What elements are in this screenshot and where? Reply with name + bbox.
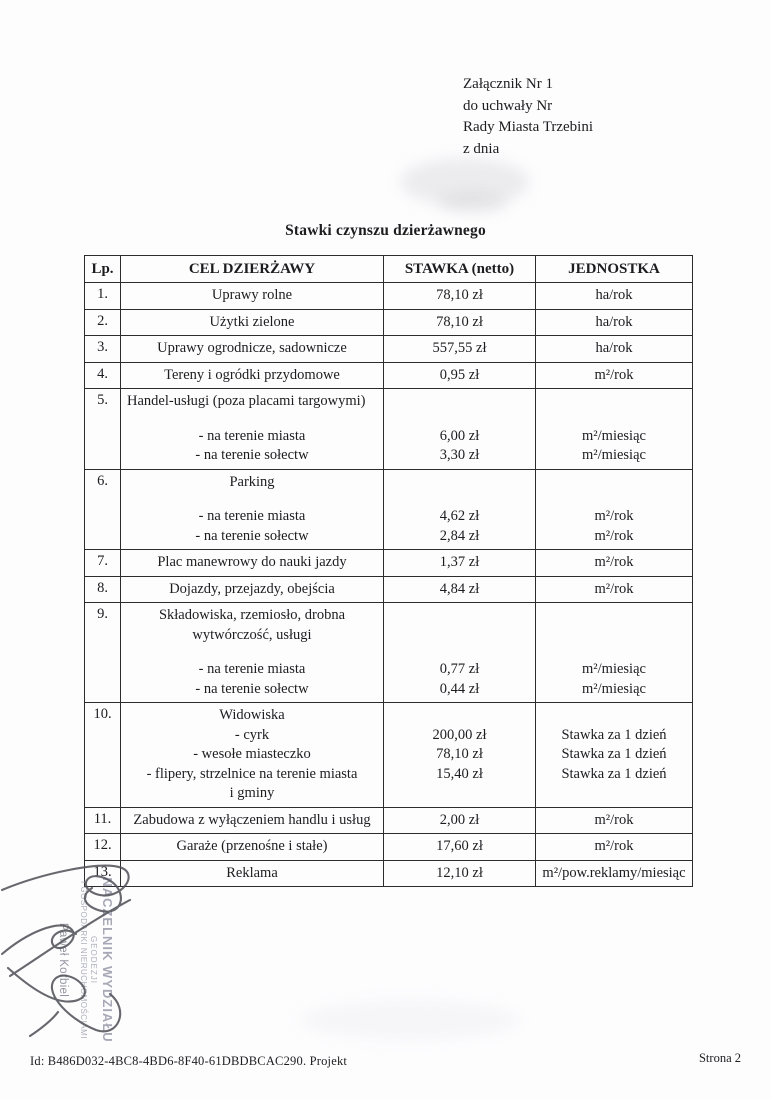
cell-line: i gminy (229, 785, 275, 801)
cell-line: m²/rok (594, 838, 634, 854)
row-number: 1. (85, 283, 121, 310)
row-number: 12. (85, 834, 121, 861)
cell-cel (121, 834, 384, 861)
cell-line: 15,40 zł (436, 765, 483, 782)
cell-line: 78,10 zł (436, 313, 483, 330)
cell-line: Uprawy rolne (211, 287, 293, 303)
row-number: 7. (85, 550, 121, 577)
table-header-lp: Lp. (85, 256, 121, 283)
cell-line: Widowiska (219, 707, 285, 723)
cell-stawka (384, 860, 536, 887)
cell-jednostka (536, 603, 693, 703)
document-title: Stawki czynszu dzierżawnego (285, 222, 486, 239)
row-number: 4. (85, 362, 121, 389)
table-header-stawka: STAWKA (netto) (384, 256, 536, 283)
scan-smudge (400, 158, 530, 206)
attachment-header (463, 74, 593, 160)
cell-jednostka (536, 389, 693, 470)
cell-line: 78,10 zł (436, 746, 483, 762)
cell-stawka (384, 336, 536, 363)
row-number: 5. (85, 389, 121, 470)
cell-line (388, 606, 531, 626)
cell-line: Parking (229, 473, 275, 490)
cell-line (388, 412, 531, 427)
cell-cel (121, 576, 384, 603)
attachment-header-line: Załącznik Nr 1 (463, 76, 553, 92)
cell-jednostka (536, 283, 693, 310)
official-stamp (56, 872, 115, 1048)
cell-line: Użytki zielone (209, 313, 295, 330)
cell-line (540, 412, 688, 427)
cell-line: Składowiska, rzemiosło, drobna (158, 607, 346, 623)
cell-line (388, 706, 531, 726)
row-number: 3. (85, 336, 121, 363)
cell-line: Reklama (226, 864, 278, 881)
cell-jednostka (536, 469, 693, 550)
cell-line: ha/rok (595, 287, 633, 303)
cell-line: 0,95 zł (439, 366, 480, 383)
cell-line (540, 473, 688, 493)
row-number: 13. (85, 860, 121, 887)
cell-stawka (384, 576, 536, 603)
cell-cel (121, 550, 384, 577)
table-row (85, 576, 693, 603)
cell-cel (121, 309, 384, 336)
cell-line (388, 784, 531, 804)
cell-stawka (384, 309, 536, 336)
table-row (85, 336, 693, 363)
cell-jednostka (536, 336, 693, 363)
cell-jednostka (536, 807, 693, 834)
cell-line: Stawka za 1 dzień (561, 765, 667, 782)
table-row (85, 283, 693, 310)
cell-line (540, 392, 688, 412)
attachment-header-line: Rady Miasta Trzebini (463, 119, 593, 135)
cell-line: m²/miesiąc (582, 661, 646, 677)
cell-line (125, 645, 379, 660)
cell-line: 6,00 zł (439, 427, 480, 444)
cell-line: m²/rok (594, 811, 634, 828)
cell-line: Plac manewrowy do nauki jazdy (157, 554, 347, 570)
cell-line: wytwórczość, usługi (192, 626, 312, 643)
table-row (85, 860, 693, 887)
cell-line: 3,30 zł (439, 447, 480, 463)
cell-line (540, 492, 688, 507)
cell-cel (121, 362, 384, 389)
cell-line (388, 626, 531, 646)
cell-line: 1,37 zł (439, 554, 480, 570)
cell-line: 12,10 zł (436, 864, 483, 881)
cell-line: Dojazdy, przejazdy, obejścia (169, 580, 335, 597)
cell-jednostka (536, 362, 693, 389)
footer-document-id: Id: B486D032-4BC8-4BD6-8F40-61DBDBCAC290. Projekt (30, 1054, 348, 1068)
cell-line: - na terenie sołectw (195, 680, 309, 697)
cell-line: m²/rok (594, 580, 634, 597)
cell-line (388, 392, 531, 412)
cell-line: 2,00 zł (439, 811, 480, 828)
cell-line: 2,84 zł (439, 527, 480, 544)
cell-jednostka (536, 834, 693, 861)
cell-jednostka (536, 550, 693, 577)
attachment-header-line: do uchwały Nr (463, 97, 553, 114)
table-row (85, 389, 693, 470)
cell-line: Tereny i ogródki przydomowe (164, 366, 340, 383)
cell-line: - na terenie sołectw (195, 527, 309, 544)
row-number: 2. (85, 309, 121, 336)
row-number: 9. (85, 603, 121, 703)
cell-line: m²/miesiąc (582, 427, 646, 444)
cell-line: - cyrk (234, 726, 270, 743)
table-row (85, 703, 693, 808)
cell-cel (121, 603, 384, 703)
cell-line (125, 492, 379, 507)
cell-line: 0,44 zł (439, 680, 480, 697)
cell-line: Stawka za 1 dzień (561, 746, 667, 762)
cell-line: Zabudowa z wyłączeniem handlu i usług (133, 811, 371, 828)
cell-jednostka (536, 576, 693, 603)
signature-scrawl (0, 858, 160, 1058)
cell-stawka (384, 283, 536, 310)
cell-line (540, 784, 688, 804)
cell-line: 4,84 zł (439, 580, 480, 597)
cell-line: Handel-usługi (poza placami targowymi) (127, 393, 366, 409)
cell-line: m²/rok (594, 527, 634, 544)
cell-line: - na terenie sołectw (195, 447, 309, 463)
table-header-row (85, 256, 693, 283)
cell-line: Uprawy ogrodnicze, sadownicze (157, 340, 347, 356)
stamp-line: NACZELNIK WYDZIAŁU (100, 877, 115, 1043)
cell-stawka (384, 603, 536, 703)
cell-line: ha/rok (595, 313, 633, 330)
cell-line (388, 492, 531, 507)
row-number: 10. (85, 703, 121, 808)
cell-line: m²/miesiąc (582, 447, 646, 463)
row-number: 11. (85, 807, 121, 834)
cell-cel (121, 283, 384, 310)
cell-cel (121, 703, 384, 808)
cell-line (388, 645, 531, 660)
row-number: 8. (85, 576, 121, 603)
cell-line: ha/rok (595, 340, 633, 356)
cell-line (388, 473, 531, 493)
cell-line: 0,77 zł (439, 661, 480, 677)
cell-line: Garaże (przenośne i stałe) (176, 838, 328, 854)
cell-line (540, 626, 688, 646)
cell-line: 200,00 zł (432, 726, 487, 743)
table-row (85, 603, 693, 703)
cell-line: 78,10 zł (436, 287, 483, 303)
table-row (85, 362, 693, 389)
table-header-cel: CEL DZIERŻAWY (121, 256, 384, 283)
rates-table (84, 255, 693, 887)
table-header-jednostka: JEDNOSTKA (536, 256, 693, 283)
cell-stawka (384, 807, 536, 834)
attachment-header-line: z dnia (463, 140, 500, 157)
rates-table-body (85, 283, 693, 887)
cell-jednostka (536, 860, 693, 887)
cell-stawka (384, 389, 536, 470)
stamp-line: Paweł Korbiel (57, 922, 69, 998)
cell-line: m²/miesiąc (582, 680, 646, 697)
cell-stawka (384, 703, 536, 808)
cell-line: 17,60 zł (436, 838, 483, 854)
cell-line: 4,62 zł (439, 508, 480, 524)
cell-line (540, 706, 688, 726)
cell-line: - flipery, strzelnice na terenie miasta (146, 765, 358, 782)
cell-line (540, 645, 688, 660)
table-row (85, 550, 693, 577)
cell-jednostka (536, 703, 693, 808)
cell-cel (121, 389, 384, 470)
cell-line: - na terenie miasta (198, 427, 306, 444)
cell-cel (121, 807, 384, 834)
scan-smudge (300, 1000, 520, 1040)
stamp-line: GEODEZJI (89, 935, 98, 984)
footer-page-number: Strona 2 (698, 1051, 741, 1065)
scan-smudge (438, 192, 508, 214)
row-number: 6. (85, 469, 121, 550)
cell-cel (121, 336, 384, 363)
cell-stawka (384, 834, 536, 861)
stamp-line: I GOSPODARKI NIERUCHOMOŚCIAMI (79, 880, 88, 1040)
cell-line: - na terenie miasta (198, 508, 306, 524)
table-row (85, 807, 693, 834)
cell-stawka (384, 550, 536, 577)
cell-line: - na terenie miasta (198, 661, 306, 677)
cell-line: m²/rok (594, 366, 634, 383)
table-row (85, 309, 693, 336)
cell-line: 557,55 zł (432, 340, 487, 356)
cell-line: m²/pow.reklamy/miesiąc (542, 864, 686, 881)
cell-line: Stawka za 1 dzień (561, 726, 667, 743)
cell-line: m²/rok (594, 508, 634, 524)
cell-line (125, 412, 379, 427)
cell-line: - wesołe miasteczko (193, 746, 311, 762)
table-row (85, 469, 693, 550)
cell-cel (121, 860, 384, 887)
cell-stawka (384, 469, 536, 550)
cell-jednostka (536, 309, 693, 336)
cell-line: m²/rok (594, 554, 634, 570)
cell-line (540, 606, 688, 626)
cell-cel (121, 469, 384, 550)
table-row (85, 834, 693, 861)
cell-stawka (384, 362, 536, 389)
